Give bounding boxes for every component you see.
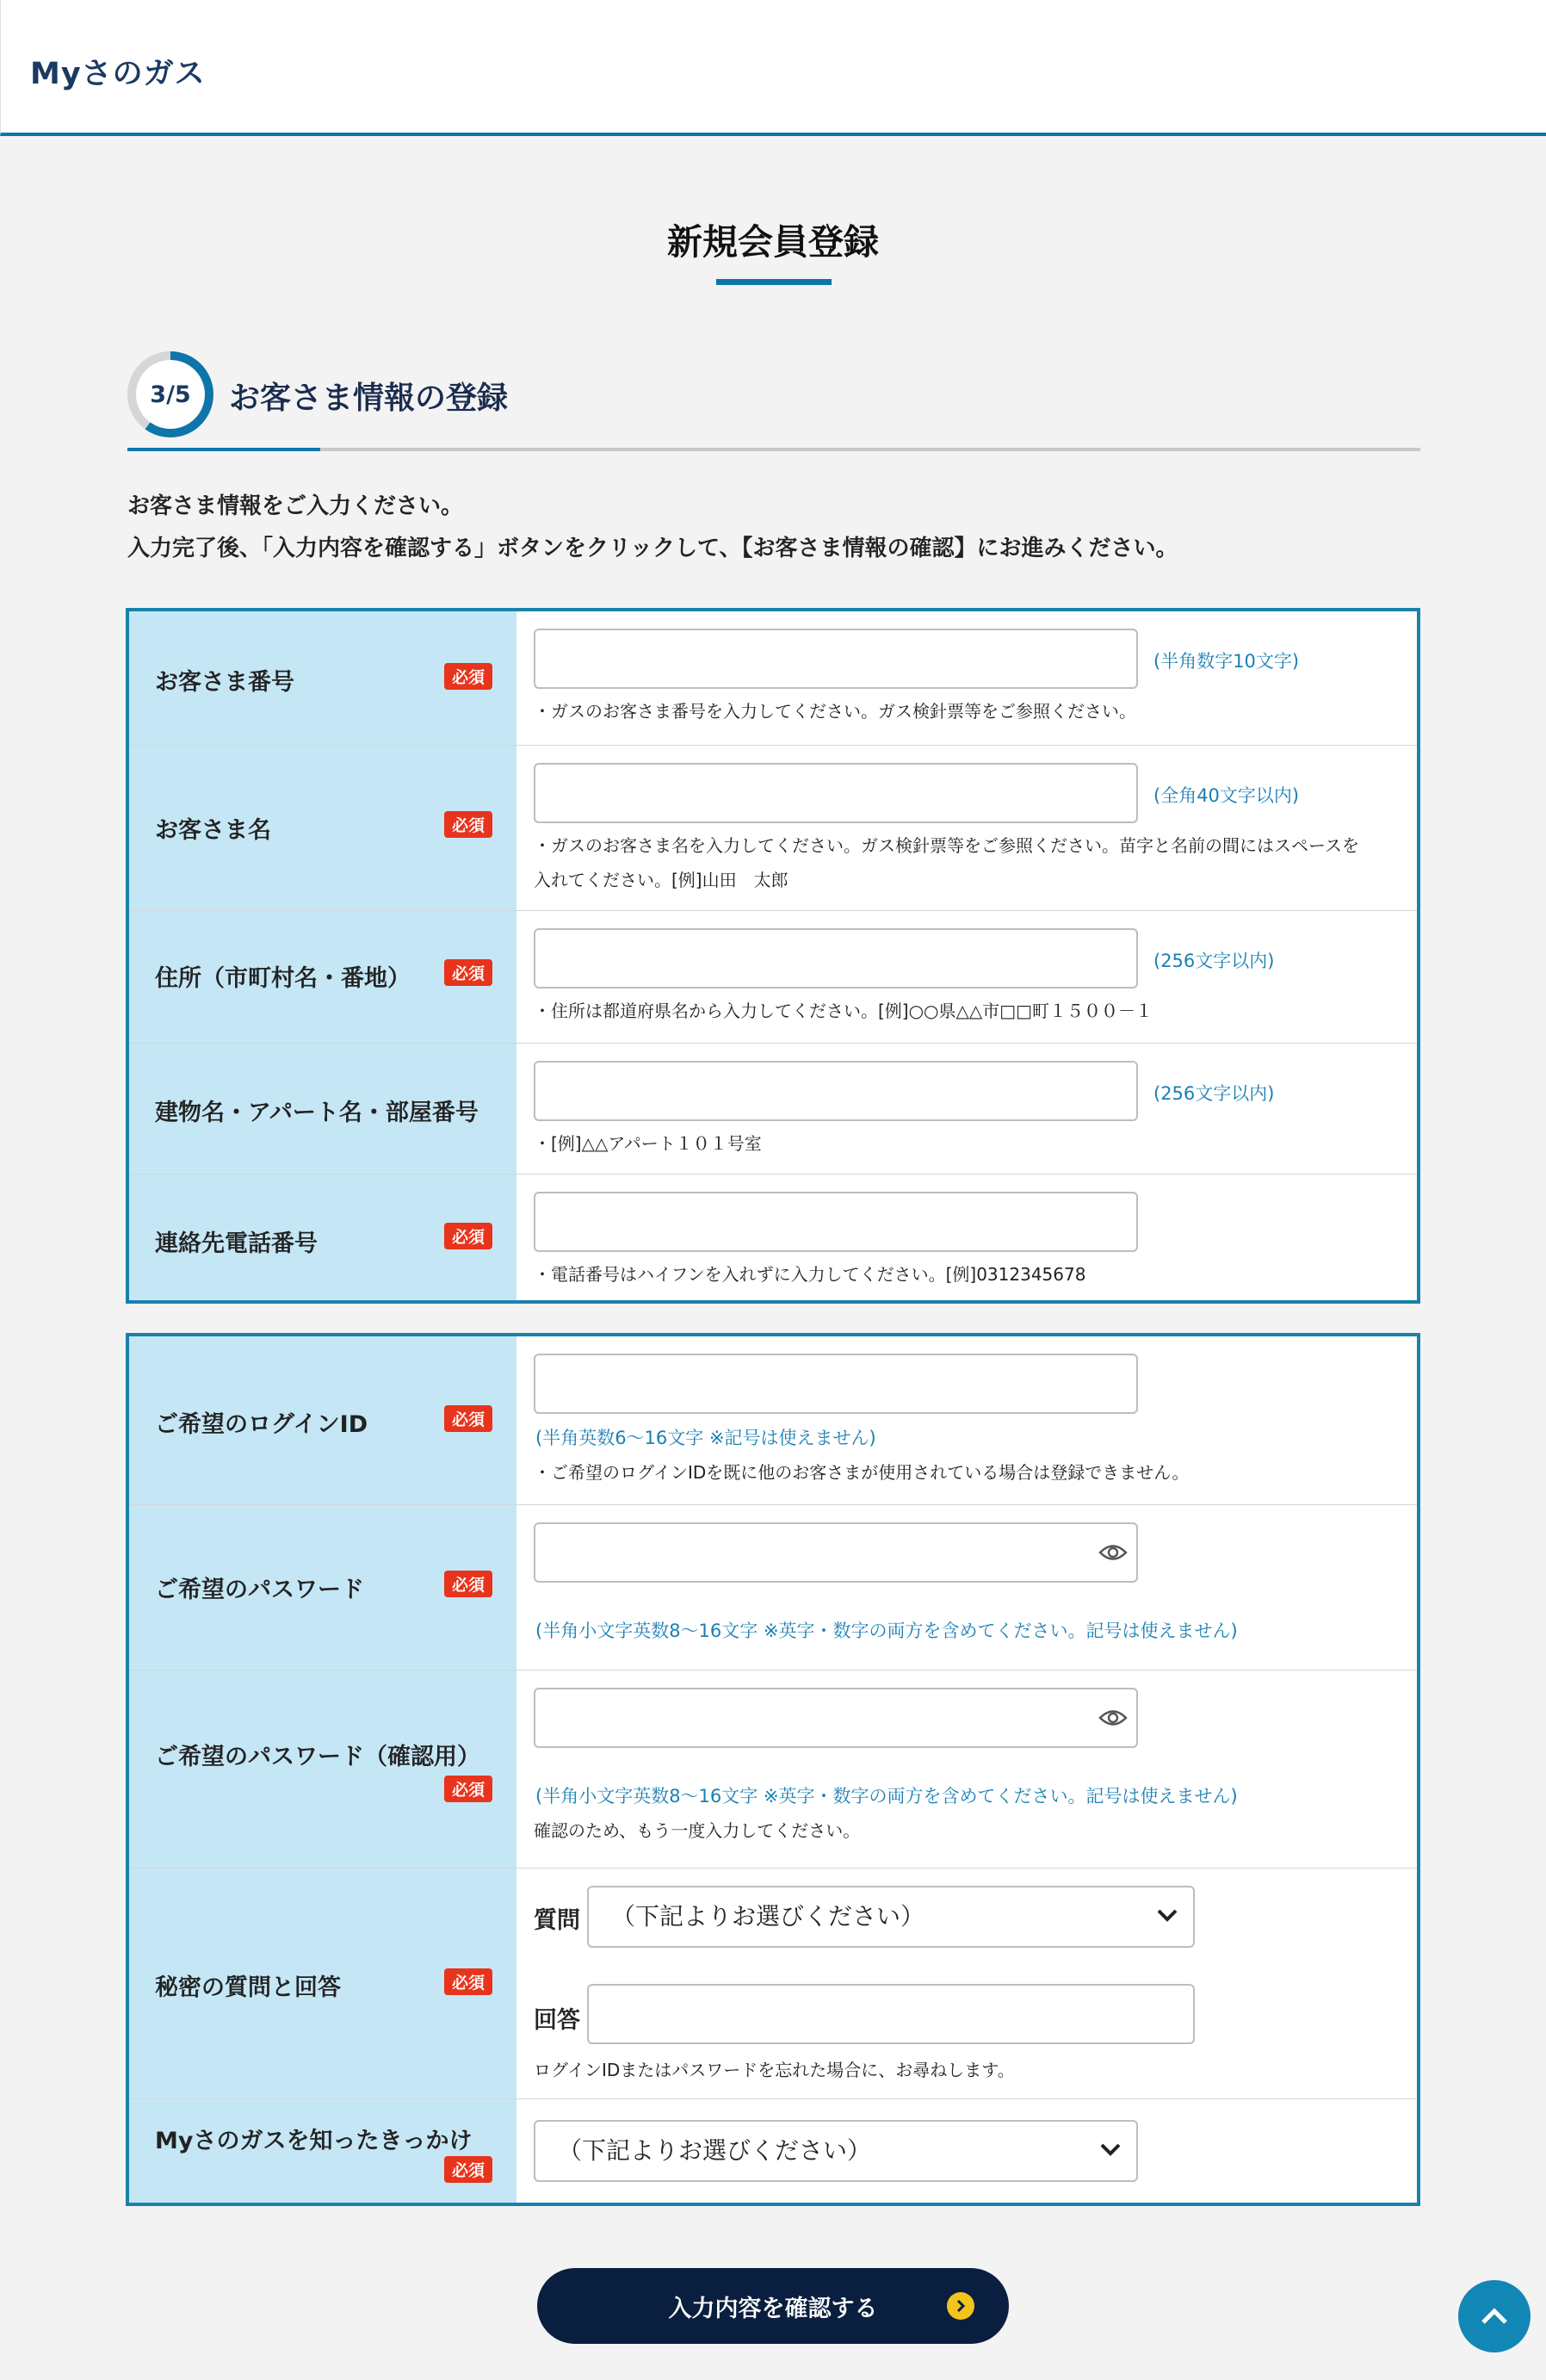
label-cell <box>129 1175 516 1300</box>
label-cell <box>129 2099 516 2203</box>
phone-input[interactable] <box>534 1192 1138 1252</box>
back-to-top-button[interactable] <box>1458 2280 1531 2352</box>
login-id-input[interactable] <box>534 1354 1138 1414</box>
field-label: ご希望のパスワード <box>155 1577 364 1603</box>
required-badge: 必須 <box>444 811 492 838</box>
row-referral <box>129 2099 1417 2203</box>
row-login-id <box>129 1336 1417 1505</box>
label-cell <box>129 1336 516 1504</box>
customer-number-input[interactable] <box>534 629 1138 689</box>
field-label: 連絡先電話番号 <box>155 1230 318 1257</box>
chevron-down-icon <box>1155 1906 1179 1924</box>
chevron-right-icon <box>947 2292 974 2320</box>
row-password <box>129 1505 1417 1670</box>
required-badge: 必須 <box>444 2156 492 2183</box>
required-badge: 必須 <box>444 1405 492 1432</box>
field-limit-hint: (全角40文字以内) <box>1153 785 1300 806</box>
row-secret-question <box>129 1869 1417 2099</box>
site-header <box>0 0 1546 136</box>
step-indicator: 3/5 <box>136 360 205 429</box>
required-badge: 必須 <box>444 1571 492 1597</box>
referral-select[interactable] <box>534 2120 1138 2182</box>
select-value: （下記よりお選びください） <box>558 2136 872 2165</box>
required-badge: 必須 <box>444 959 492 986</box>
field-label: ご希望のログインID <box>155 1411 368 1438</box>
select-value: （下記よりお選びください） <box>611 1902 925 1931</box>
row-phone <box>129 1175 1417 1300</box>
intro-line-1: お客さま情報をご入力ください。 <box>127 493 464 519</box>
label-cell <box>129 1505 516 1670</box>
field-label: ご希望のパスワード（確認用） <box>155 1744 480 1770</box>
eye-icon[interactable] <box>1098 1541 1128 1564</box>
label-cell <box>129 746 516 910</box>
field-note: ・ガスのお客さま番号を入力してください。ガス検針票等をご参照ください。 <box>534 701 1136 722</box>
field-label: 建物名・アパート名・部屋番号 <box>155 1100 479 1126</box>
step-divider <box>127 448 1420 451</box>
secret-question-select[interactable] <box>587 1886 1195 1948</box>
step-divider-accent <box>127 448 320 451</box>
label-cell <box>129 911 516 1043</box>
account-info-section <box>126 1333 1420 2206</box>
eye-icon[interactable] <box>1098 1707 1128 1729</box>
field-limit-hint: (256文字以内) <box>1153 951 1275 971</box>
chevron-up-icon <box>1479 2306 1510 2327</box>
site-logo[interactable]: Myさのガス <box>30 57 206 91</box>
field-note: ・ガスのお客さま名を入力してください。ガス検針票等をご参照ください。苗字と名前の間にはスペースを <box>534 835 1359 856</box>
page-title: 新規会員登録 <box>667 221 879 263</box>
field-note: 入れてください。[例]山田 太郎 <box>534 870 788 890</box>
required-badge: 必須 <box>444 1968 492 1995</box>
field-limit-hint: (256文字以内) <box>1153 1083 1275 1104</box>
intro-text <box>127 486 1178 570</box>
row-customer-name <box>129 746 1417 911</box>
step-title: お客さま情報の登録 <box>229 381 509 416</box>
field-label: 住所（市町村名・番地） <box>155 965 411 992</box>
chevron-down-icon <box>1098 2141 1122 2158</box>
customer-info-section <box>126 608 1420 1304</box>
row-password-confirm <box>129 1670 1417 1869</box>
field-limit-hint: (半角小文字英数8〜16文字 ※英字・数字の両方を含めてください。記号は使えません) <box>535 1786 1238 1807</box>
field-note: ・ご希望のログインIDを既に他のお客さまが使用されている場合は登録できません。 <box>534 1462 1190 1483</box>
row-address <box>129 911 1417 1044</box>
title-underline <box>716 279 832 285</box>
field-label: 秘密の質問と回答 <box>155 1974 341 2001</box>
building-input[interactable] <box>534 1061 1138 1121</box>
field-label: Myさのガスを知ったきっかけ <box>155 2128 473 2154</box>
confirm-button[interactable] <box>537 2268 1009 2344</box>
field-label: お客さま名 <box>155 817 271 844</box>
intro-line-2: 入力完了後、「入力内容を確認する」ボタンをクリックして、【お客さま情報の確認】にお進みください。 <box>127 536 1178 561</box>
password-confirm-input[interactable] <box>534 1688 1138 1748</box>
field-limit-hint: (半角英数6〜16文字 ※記号は使えません) <box>535 1428 876 1448</box>
customer-name-input[interactable] <box>534 763 1138 823</box>
field-label: お客さま番号 <box>155 669 294 696</box>
password-input[interactable] <box>534 1522 1138 1583</box>
field-note: ・電話番号はハイフンを入れずに入力してください。[例]0312345678 <box>534 1264 1086 1285</box>
field-note: ・[例]△△アパート１０１号室 <box>534 1133 762 1154</box>
question-label: 質問 <box>534 1907 580 1934</box>
label-cell <box>129 1670 516 1868</box>
address-input[interactable] <box>534 928 1138 989</box>
confirm-button-label: 入力内容を確認する <box>668 2295 878 2322</box>
label-cell <box>129 611 516 745</box>
step-progress-ring <box>127 351 213 437</box>
field-note: ・住所は都道府県名から入力してください。[例]○○県△△市□□町１５００－１ <box>534 1001 1153 1021</box>
required-badge: 必須 <box>444 663 492 690</box>
field-limit-hint: (半角小文字英数8〜16文字 ※英字・数字の両方を含めてください。記号は使えません) <box>535 1621 1238 1641</box>
required-badge: 必須 <box>444 1776 492 1802</box>
field-limit-hint: (半角数字10文字) <box>1153 651 1300 672</box>
row-building <box>129 1044 1417 1175</box>
answer-label: 回答 <box>534 2007 580 2034</box>
row-customer-number <box>129 611 1417 746</box>
label-cell <box>129 1869 516 2098</box>
step-header <box>127 351 1420 453</box>
label-cell <box>129 1044 516 1174</box>
field-note: ログインIDまたはパスワードを忘れた場合に、お尋ねします。 <box>534 2060 1015 2080</box>
required-badge: 必須 <box>444 1223 492 1249</box>
field-note: 確認のため、もう一度入力してください。 <box>534 1820 861 1841</box>
secret-answer-input[interactable] <box>587 1984 1195 2044</box>
